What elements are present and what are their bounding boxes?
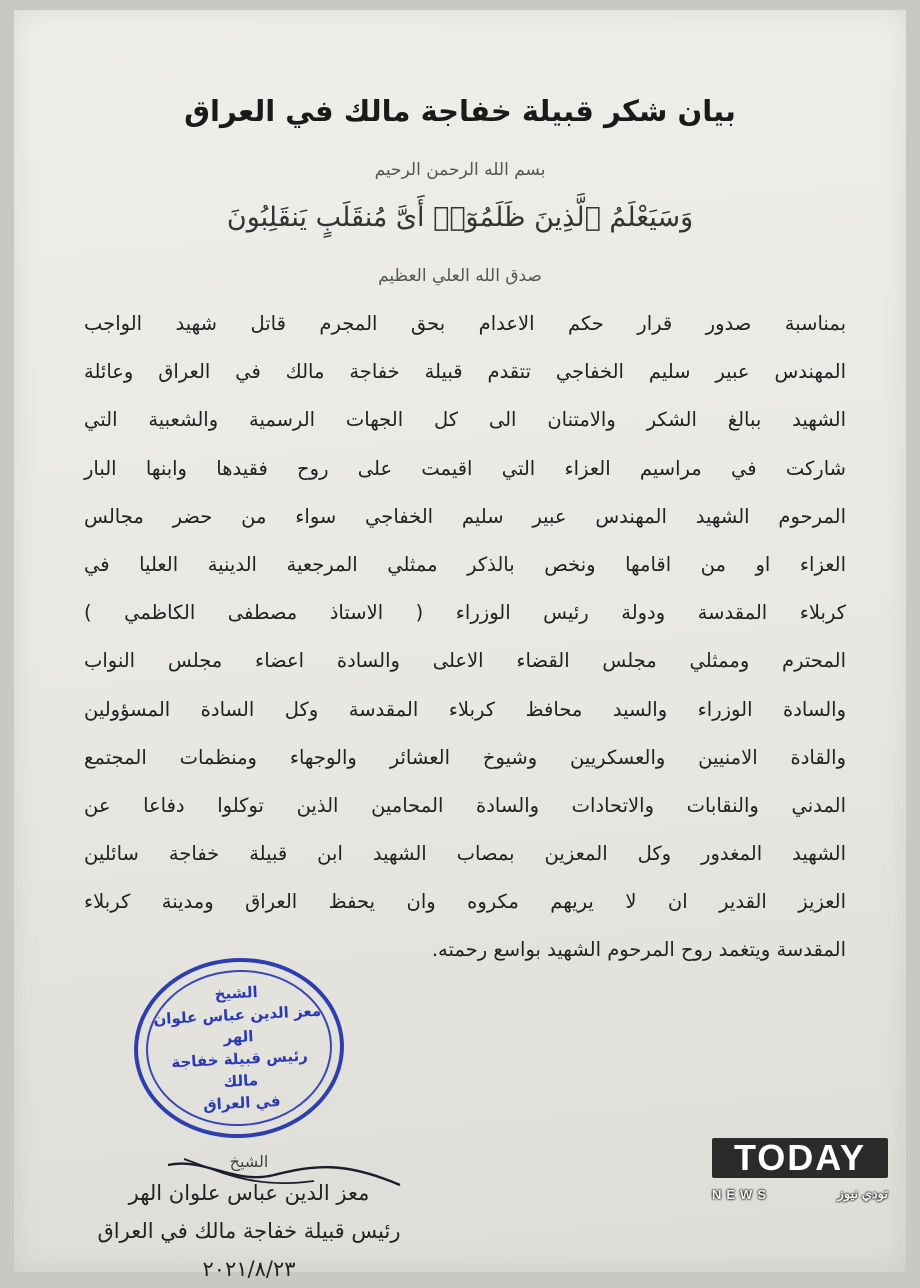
basmala: بسم الله الرحمن الرحيم	[374, 160, 546, 180]
stamp-text: في العراق	[202, 1091, 281, 1114]
body-line: المقدسة ويتغمد روح المرحوم الشهيد بواسع رحمته.	[431, 938, 846, 962]
body-line: الشهيد ببالغ الشكر والامتنان الى كل الجهات الرسمية والشعبية التي	[84, 408, 846, 432]
statement-body	[84, 300, 846, 975]
body-line: المرحوم الشهيد المهندس عبير سليم الخفاجي سواء من حضر مجالس	[84, 504, 846, 528]
body-line: المهندس عبير سليم الخفاجي تتقدم قبيلة خفاجة مالك في العراق وعائلة	[84, 360, 846, 384]
body-line: كربلاء المقدسة ودولة رئيس الوزراء ( الاستاذ مصطفى الكاظمي )	[84, 601, 846, 625]
body-line: العزيز القدير ان لا يريهم مكروه وان يحفظ العراق ومدينة كربلاء	[84, 890, 846, 914]
body-line: المحترم وممثلي مجلس القضاء الاعلى والسادة اعضاء مجلس النواب	[84, 649, 846, 673]
stamp-text: معز الدين عباس علوان	[153, 1001, 322, 1029]
stamp-text: مالك	[223, 1071, 259, 1091]
official-stamp	[129, 953, 348, 1144]
body-line: الشهيد المغدور وكل المعزين بمصاب الشهيد ابن قبيلة خفاجة سائلين	[84, 842, 846, 866]
body-line: شاركت في مراسيم العزاء التي اقيمت على روح فقيدها وابنها البار	[84, 456, 846, 480]
signatory-name: معز الدين عباس علوان الهر	[128, 1181, 370, 1205]
signatory-position: رئيس قبيلة خفاجة مالك في العراق	[97, 1219, 401, 1243]
body-line: المدني والنقابات والاتحادات والسادة المحامين الذين توكلوا دفاعا عن	[84, 793, 846, 817]
watermark-news-ar: تودي نيوز	[837, 1186, 888, 1201]
body-line: بمناسبة صدور قرار حكم الاعدام بحق المجرم قاتل شهيد الواجب	[84, 312, 846, 335]
document-page	[14, 10, 906, 1281]
watermark-news-en: NEWS	[712, 1186, 771, 1202]
quran-verse: وَسَيَعْلَمُ ٱلَّذِينَ ظَلَمُوٓا۟ أَىَّ مُنقَلَبٍ يَنقَلِبُونَ	[226, 202, 694, 233]
body-line: والسادة الوزراء والسيد محافظ كربلاء المقدسة وكل السادة المسؤولين	[84, 697, 846, 721]
body-line: العزاء او من اقامها ونخص بالذكر ممثلي المرجعية الدينية العليا في	[84, 552, 846, 576]
today-news-watermark	[712, 1138, 892, 1208]
signatory-title: الشيخ	[229, 1152, 269, 1171]
document-title: بيان شكر قبيلة خفاجة مالك في العراق	[184, 94, 736, 128]
body-line: والقادة الامنيين والعسكريين وشيوخ العشائر والوجهاء ومنظمات المجتمع	[84, 745, 846, 769]
watermark-brand: TODAY	[712, 1138, 888, 1178]
stamp-text: الشيخ	[214, 982, 259, 1004]
watermark-subtitle	[712, 1184, 888, 1204]
sadaq-line: صدق الله العلي العظيم	[378, 266, 542, 286]
document-date: ٢٠٢١/٨/٢٣	[202, 1257, 296, 1281]
signature-block	[74, 1150, 424, 1288]
stamp-text: الهر	[222, 1027, 254, 1047]
stamp-text: رئيس قبيلة خفاجة	[170, 1046, 309, 1072]
